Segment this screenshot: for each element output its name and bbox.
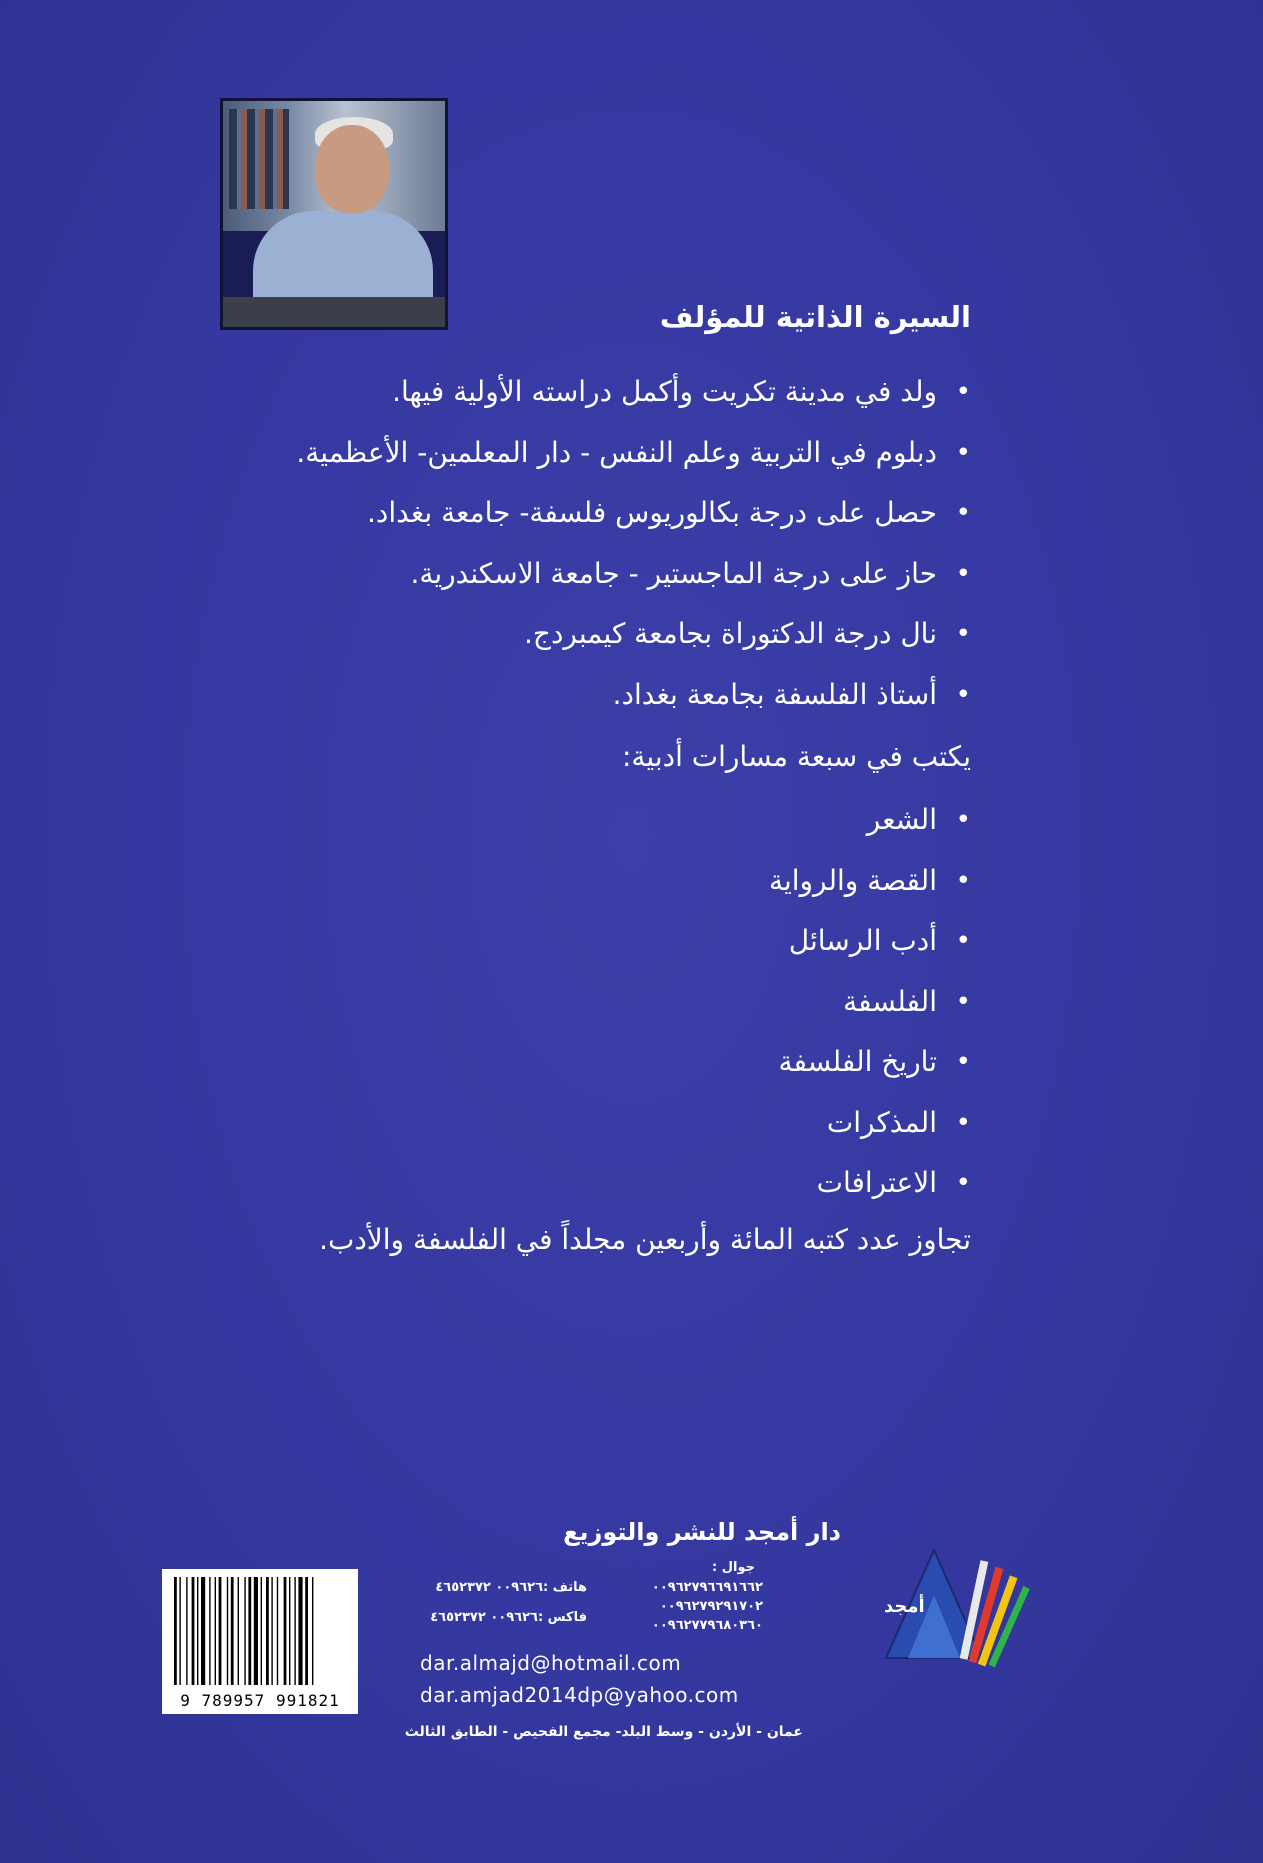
publisher-name: دار أمجد للنشر والتوزيع	[563, 1518, 841, 1546]
barcode-bar	[227, 1577, 228, 1685]
barcode-bar	[215, 1577, 216, 1685]
email-hotmail[interactable]: dar.almajd@hotmail.com	[420, 1651, 682, 1675]
mobile-number: ٠٠٩٦٢٧٩٢٩١٧٠٢	[659, 1599, 763, 1614]
closing-statement: تجاوز عدد كتبه المائة وأربعين مجلداً في الفلسفة والأدب.	[319, 1223, 971, 1256]
barcode-bar	[294, 1577, 295, 1685]
mobile-number: ٠٠٩٦٢٧٩٦٦٩١٦٦٢	[651, 1580, 763, 1595]
bio-item: • دبلوم في التربية وعلم النفس - دار المعلمين- الأعظمية.	[211, 423, 971, 484]
barcode-bar	[298, 1577, 302, 1685]
bio-item: • نال درجة الدكتوراة بجامعة كيمبردج.	[211, 604, 971, 665]
barcode-bar	[261, 1577, 262, 1685]
track-item: • الاعترافات	[211, 1153, 971, 1214]
barcode-bars	[170, 1577, 350, 1687]
isbn-number: 9 789957 991821	[180, 1691, 340, 1710]
track-item: • تاريخ الفلسفة	[211, 1032, 971, 1093]
photo-desk	[223, 297, 445, 330]
photo-author-face	[315, 125, 389, 213]
email-yahoo[interactable]: dar.amjad2014dp@yahoo.com	[420, 1683, 739, 1707]
tracks-list	[211, 790, 971, 1214]
barcode-bar	[312, 1577, 313, 1685]
barcode-bar	[271, 1577, 272, 1685]
publisher-logo	[866, 1540, 1030, 1690]
bio-item: • ولد في مدينة تكريت وأكمل دراسته الأولية فيها.	[211, 362, 971, 423]
barcode-bar	[179, 1577, 180, 1685]
author-photo	[220, 98, 448, 330]
barcode-bar	[219, 1577, 222, 1685]
barcode-bar	[254, 1577, 258, 1685]
barcode-bar	[277, 1577, 278, 1685]
barcode-bar	[244, 1577, 245, 1685]
bio-list	[211, 362, 971, 725]
track-item: • القصة والرواية	[211, 851, 971, 912]
photo-books	[229, 109, 289, 209]
barcode-bar	[289, 1577, 290, 1685]
track-item: • الفلسفة	[211, 972, 971, 1033]
bio-item: • حصل على درجة بكالوريوس فلسفة- جامعة بغداد.	[211, 483, 971, 544]
barcode-bar	[209, 1577, 210, 1685]
barcode-bar	[248, 1577, 251, 1685]
bio-item: • أستاذ الفلسفة بجامعة بغداد.	[211, 665, 971, 726]
track-item: • المذكرات	[211, 1093, 971, 1154]
barcode-bar	[174, 1577, 177, 1685]
track-item: • أدب الرسائل	[211, 911, 971, 972]
isbn-barcode	[162, 1569, 358, 1714]
mobile-label: جوال :	[712, 1560, 755, 1575]
barcode-bar	[266, 1577, 269, 1685]
barcode-bar	[305, 1577, 308, 1685]
barcode-bar	[201, 1577, 205, 1685]
barcode-bar	[231, 1577, 234, 1685]
track-item: • الشعر	[211, 790, 971, 851]
barcode-bar	[238, 1577, 239, 1685]
tracks-intro: يكتب في سبعة مسارات أدبية:	[621, 740, 971, 773]
logo-text: أمجد	[884, 1596, 925, 1617]
fax-number: فاكس :٠٠٩٦٢٦ ٤٦٥٢٣٧٢	[430, 1610, 587, 1625]
mobile-number: ٠٠٩٦٢٧٧٩٦٨٠٣٦٠	[651, 1618, 763, 1633]
bio-item: • حاز على درجة الماجستير - جامعة الاسكندرية.	[211, 544, 971, 605]
barcode-bar	[192, 1577, 195, 1685]
barcode-bar	[284, 1577, 287, 1685]
publisher-address: عمان - الأردن - وسط البلد- مجمع الفحيص - الطابق الثالث	[404, 1724, 803, 1740]
barcode-bar	[197, 1577, 198, 1685]
phone-number: هاتف :٠٠٩٦٢٦ ٤٦٥٢٣٧٢	[435, 1580, 587, 1595]
bio-heading: السيرة الذاتية للمؤلف	[659, 300, 971, 334]
barcode-bar	[186, 1577, 187, 1685]
